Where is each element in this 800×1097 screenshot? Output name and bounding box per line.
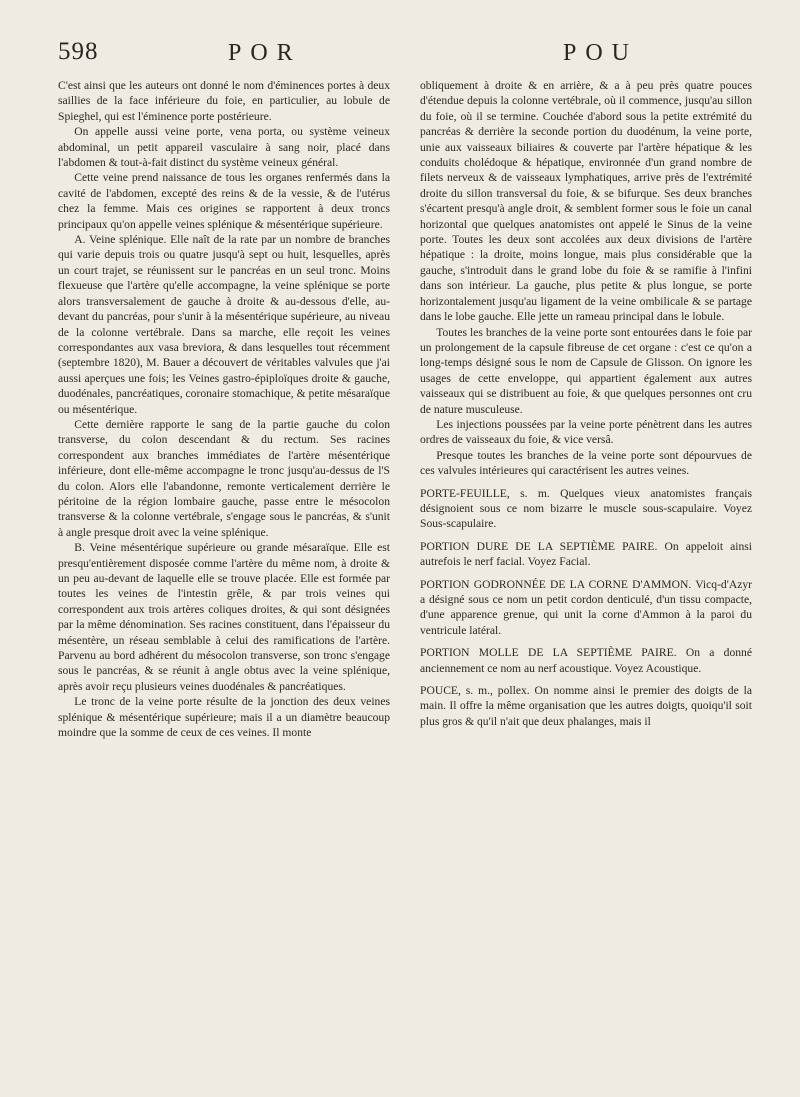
dictionary-entry: PORTION DURE DE LA SEPTIÈME PAIRE. On appeloit ainsi autrefois le nerf facial. Voyez Facial. bbox=[420, 539, 752, 569]
column-gutter bbox=[402, 82, 403, 1082]
paragraph: Cette dernière rapporte le sang de la partie gauche du colon transverse, du colon descendant & du rectum. Ses racines correspondent aux branches immédiates de l'artère mésentérique inférieure, dont elle-même accompagne le tronc jusqu'au-dessus de l'S du colon. Alors elle l'abandonne, remonte verticalement derrière le péritoine de la région lombaire gauche, passe entre le mésocolon transverse & la colonne vertébrale, s'engage sous le pancréas, & s'unit à angle presque droit avec la veine splénique. bbox=[58, 417, 390, 539]
paragraph: Cette veine prend naissance de tous les organes renfermés dans la cavité de l'abdomen, excepté des reins & de la vessie, & de l'utérus chez la femme. Mais ces origines se rapportent à deux troncs principaux qu'on appelle veines splénique & mésentérique supérieure. bbox=[58, 171, 390, 231]
running-head-left: POR bbox=[228, 40, 302, 66]
right-column bbox=[420, 78, 752, 729]
paragraph: C'est ainsi que les auteurs ont donné le nom d'éminences portes à deux saillies de la face inférieure du foie, en particulier, au lobule de Spieghel, qui est l'éminence porte postérieure. bbox=[58, 79, 390, 123]
dictionary-entry: PORTION MOLLE DE LA SEPTIÈME PAIRE. On a donné anciennement ce nom au nerf acoustique. Voyez Acoustique. bbox=[420, 646, 752, 675]
dictionary-entry: POUCE, s. m., pollex. On nomme ainsi le premier des doigts de la main. Il offre la même organisation que les autres doigts, quoiqu'il soit plus gros & qu'il n'ait que deux phalanges, mais il bbox=[420, 684, 752, 728]
paragraph: obliquement à droite & en arrière, & a à peu près quatre pouces d'étendue depuis la colonne vertébrale, où il commence, jusqu'au sillon du foie, où il se termine. Couchée d'abord sous la petite extrémité du pancréas & derrière la seconde portion du duodénum, la veine porte, unie aux vaisseaux biliaires & couverte par l'artère hépatique & les conduits cholédoque & hépatique, environnée d'un grand nombre de filets nerveux & de vaisseaux lymphatiques, arrive près de l'extrémité droite du sillon transversal du foie, & se bifurque. Ses deux branches s'écartent presqu'à angle droit, & semblent former sous le foie un canal horizontal que quelques anatomistes ont appelé le Sinus de la veine porte. Toutes les deux sont accolées aux deux divisions de l'artère hépatique : la droite, moins longue, mais plus considérable que la gauche, s'introduit dans le grand lobe du foie & se ramifie à l'infini dans son intérieur. La gauche, plus petite & plus longue, se porte horizontalement jusqu'au ligament de la veine ombilicale & se partage dans le lobe gauche. Elle jette un rameau principal dans le lobule. bbox=[420, 79, 752, 324]
paragraph: Les injections poussées par la veine porte pénètrent dans les autres ordres de vaisseaux du foie, & vice versâ. bbox=[420, 417, 752, 447]
paragraph: Toutes les branches de la veine porte sont entourées dans le foie par un prolongement de la capsule fibreuse de cet organe : c'est ce qu'on a long-temps désigné sous le nom de Capsule de Glisson. On ignore les usages de cette enveloppe, qui appartient également aux autres vaisseaux qui se distribuent au foie, & que quelques personnes ont cru de nature musculeuse. bbox=[420, 325, 752, 416]
paragraph: A. Veine splénique. Elle naît de la rate par un nombre de branches qui varie depuis trois ou quatre jusqu'à sept ou huit, lesquelles, après un court trajet, se réunissent sur le pancréas en un seul tronc. Moins flexueuse que l'artère qu'elle accompagne, la veine splénique se porte alors transversalement de gauche à droite & au-dessous d'elle, au-devant du pancréas, pour s'unir à la mésentérique supérieure, au niveau de la colonne vertébrale. Dans sa marche, elle reçoit les veines correspondantes aux vasa breviora, & dans lesquelles tout récemment (septembre 1820), M. Bauer a découvert de véritables valvules que j'ai aussi aperçues une fois; les Veines gastro-épiploïques droite & gauche, duodénales, pancréatiques, coronaire stomachique, & petite mésaraïque ou mésentérique. bbox=[58, 233, 390, 416]
page-number: 598 bbox=[58, 38, 99, 65]
page-header bbox=[58, 38, 748, 74]
left-column bbox=[58, 78, 390, 740]
paragraph: On appelle aussi veine porte, vena porta, ou système veineux abdominal, un petit appareil vasculaire à sang noir, placé dans l'abdomen & tout-à-fait distinct du système veineux général. bbox=[58, 125, 390, 170]
dictionary-entry: PORTION GODRONNÉE DE LA CORNE D'AMMON. Vicq-d'Azyr a désigné sous ce nom un petit cordon denticulé, d'un tissu compacte, d'une apparence grenue, qui unit la corne d'Ammon à la paroi du ventricule latéral. bbox=[420, 577, 752, 637]
running-head-right: POU bbox=[563, 40, 639, 66]
paragraph: Le tronc de la veine porte résulte de la jonction des deux veines splénique & mésentérique supérieure; mais il a un diamètre beaucoup moindre que la somme de ceux de ces veines. Il monte bbox=[58, 695, 390, 740]
paragraph: Presque toutes les branches de la veine porte sont dépourvues de ces valvules intérieures qui caractérisent les autres veines. bbox=[420, 448, 752, 478]
dictionary-entry: PORTE-FEUILLE, s. m. Quelques vieux anatomistes français désignoient sous ce nom bizarre le muscle sous-scapulaire. Voyez Sous-scapulaire. bbox=[420, 486, 752, 531]
paragraph: B. Veine mésentérique supérieure ou grande mésaraïque. Elle est presqu'entièrement disposée comme l'artère du même nom, à droite & un peu au-devant de laquelle elle se trouve placée. Elle est formée par toutes les veines de l'intestin grêle, & par trois veines qui correspondent aux trois artères coliques droites, & qui sont désignées par la même dénomination. Ses racines constituent, dans l'épaisseur du mésentère, un réseau semblable à celui des ramifications de l'artère. Parvenu au bord adhérent du mésocolon transverse, son tronc s'engage sous le pancréas, & se réunit à angle obtus avec la veine splénique, après avoir reçu plusieurs veines duodénales & pancréatiques. bbox=[58, 541, 390, 693]
